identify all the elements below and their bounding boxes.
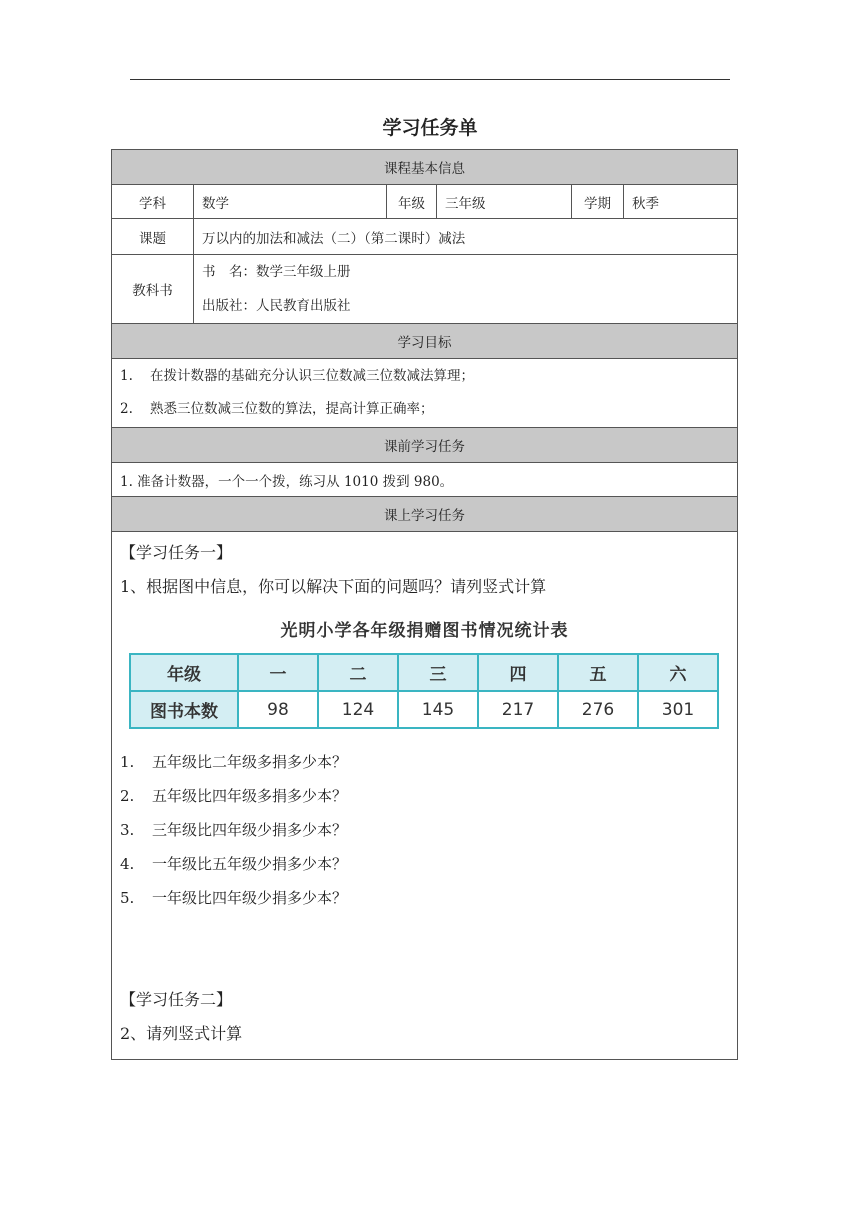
task2-title: 【学习任务二】 [120,990,233,1009]
question-item [120,881,729,915]
stats-grade-cell: 二 [318,654,398,691]
textbook-row [112,255,738,324]
top-rule [130,79,730,80]
textbook-publisher: 出版社：人民教育出版社 [202,298,351,314]
stats-books-cell: 276 [558,691,638,728]
course-info-header: 课程基本信息 [112,150,738,185]
stats-grade-cell: 三 [398,654,478,691]
question-item [120,847,729,881]
textbook-label: 教科书 [112,255,194,324]
donation-stats-figure [120,616,729,729]
in-class-header: 课上学习任务 [112,497,738,532]
subject-value: 数学 [194,185,387,219]
stats-books-cell: 124 [318,691,398,728]
goals-list [112,359,738,428]
pre-class-header-row [112,428,738,463]
pre-class-header: 课前学习任务 [112,428,738,463]
stats-grade-header: 年级 [130,654,238,691]
question-text: 三年级比四年级少捐多少本？ [152,821,348,839]
question-number: 4. [120,855,135,873]
topic-value: 万以内的加法和减法（二）（第二课时）减法 [194,219,738,255]
goal-item [120,393,729,426]
subject-label: 学科 [112,185,194,219]
stats-books-cell: 301 [638,691,718,728]
stats-grade-cell: 四 [478,654,558,691]
textbook-value [194,255,738,324]
goals-header-row [112,324,738,359]
stats-books-cell: 98 [238,691,318,728]
goal-number: 2. [120,401,133,417]
stats-grade-cell: 六 [638,654,718,691]
stats-grade-cell: 一 [238,654,318,691]
topic-row [112,219,738,255]
stats-table-title: 光明小学各年级捐赠图书情况统计表 [280,621,569,641]
goal-item [120,360,729,393]
course-info-header-row [112,150,738,185]
question-item [120,745,729,779]
goal-text: 在拨计数器的基础充分认识三位数减三位数减法算理； [150,368,474,384]
in-class-row [112,532,738,1060]
in-class-header-row [112,497,738,532]
page-title: 学习任务单 [382,117,478,139]
goal-number: 1. [120,368,133,384]
stats-grade-row [130,654,718,691]
goals-row [112,359,738,428]
task-sheet-table [111,149,738,1060]
question-text: 一年级比四年级少捐多少本？ [152,889,348,907]
question-item [120,813,729,847]
stats-books-row [130,691,718,728]
task2-prompt: 2、请列竖式计算 [120,1024,243,1043]
stats-books-cell: 217 [478,691,558,728]
question-number: 2. [120,787,135,805]
question-item [120,779,729,813]
question-number: 3. [120,821,135,839]
stats-grade-cell: 五 [558,654,638,691]
pre-class-row [112,463,738,497]
goal-text: 熟悉三位数减三位数的算法，提高计算正确率； [150,401,434,417]
grade-value: 三年级 [437,185,572,219]
pre-class-task: 1. 准备计数器，一个一个拨，练习从 1010 拨到 980。 [112,463,738,497]
question-text: 五年级比二年级多捐多少本？ [152,753,348,771]
subject-row [112,185,738,219]
question-text: 五年级比四年级多捐多少本？ [152,787,348,805]
answer-space [120,915,729,983]
in-class-content [112,532,738,1060]
task1-title: 【学习任务一】 [120,543,233,562]
question-number: 1. [120,753,135,771]
stats-books-cell: 145 [398,691,478,728]
question-number: 5. [120,889,135,907]
question-text: 一年级比五年级少捐多少本？ [152,855,348,873]
goals-header: 学习目标 [112,324,738,359]
grade-label: 年级 [387,185,437,219]
question-list [120,745,729,915]
donation-stats-table [129,653,719,729]
task1-prompt: 1、根据图中信息，你可以解决下面的问题吗？请列竖式计算 [120,577,547,596]
term-value: 秋季 [624,185,738,219]
topic-label: 课题 [112,219,194,255]
textbook-book-name: 书 名：数学三年级上册 [202,264,351,280]
term-label: 学期 [572,185,624,219]
stats-books-header: 图书本数 [130,691,238,728]
